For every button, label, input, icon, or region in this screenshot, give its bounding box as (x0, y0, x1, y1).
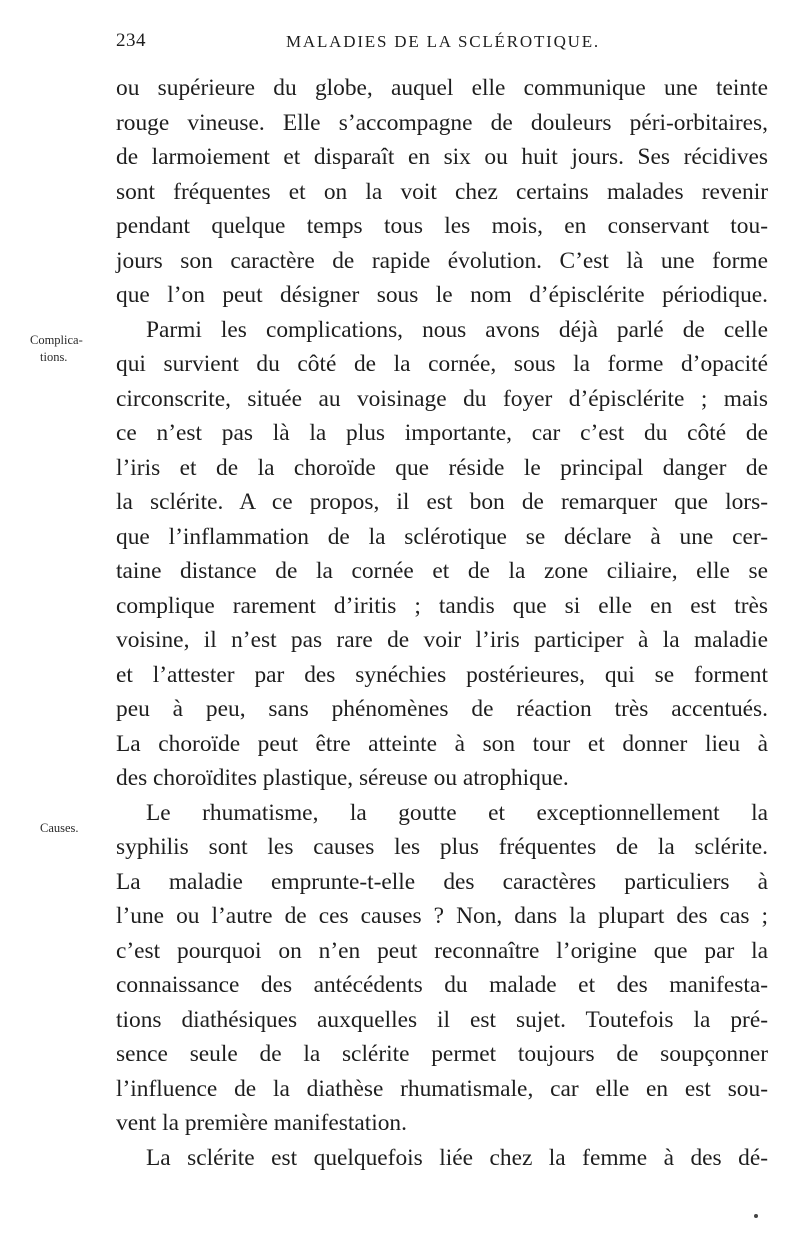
text-line: vent la première manifestation. (116, 1110, 407, 1136)
text-line: circonscrite, située au voisinage du foyer d’épisclérite ; mais (116, 385, 768, 412)
text-line: que l’inflammation de la sclérotique se déclare à une cer- (116, 523, 768, 550)
margin-note-line: Complica- (30, 333, 83, 347)
text-line: jours son caractère de rapide évolution. C’est là une forme (116, 247, 768, 274)
text-line: rouge vineuse. Elle s’accompagne de douleurs péri-orbitaires, (116, 109, 768, 136)
text-line: La choroïde peut être atteinte à son tour et donner lieu à (116, 730, 768, 757)
text-line: sont fréquentes et on la voit chez certains malades revenir (116, 178, 768, 205)
text-line: l’influence de la diathèse rhumatismale, car elle en est sou- (116, 1075, 768, 1102)
margin-note-causes: Causes. (40, 821, 79, 835)
text-line: des choroïdites plastique, séreuse ou atrophique. (116, 765, 569, 791)
page-number: 234 (116, 30, 146, 51)
margin-note-complications (30, 332, 110, 366)
body-text (116, 71, 768, 1175)
text-line: que l’on peut désigner sous le nom d’épisclérite périodique. (116, 282, 768, 308)
text-line: complique rarement d’iritis ; tandis que si elle en est très (116, 592, 768, 619)
text-line: ou supérieure du globe, auquel elle communique une teinte (116, 75, 768, 101)
text-line: peu à peu, sans phénomènes de réaction très accentués. (116, 696, 768, 722)
text-line: taine distance de la cornée et de la zone ciliaire, elle se (116, 558, 768, 584)
text-line: la sclérite. A ce propos, il est bon de remarquer que lors- (116, 489, 768, 515)
page-header (116, 30, 768, 56)
ink-speck (754, 1214, 758, 1218)
running-head: MALADIES DE LA SCLÉROTIQUE. (286, 32, 600, 51)
text-line: tions diathésiques auxquelles il est sujet. Toutefois la pré- (116, 1006, 768, 1033)
text-line: connaissance des antécédents du malade et des manifesta- (116, 972, 768, 998)
paragraph-start-line: La sclérite est quelquefois liée chez la femme à des dé- (146, 1144, 768, 1171)
text-line: et l’attester par des synéchies postérieures, qui se forment (116, 661, 768, 688)
margin-note-line: tions. (40, 350, 68, 364)
text-line: La maladie emprunte-t-elle des caractères particuliers à (116, 868, 768, 895)
text-line: qui survient du côté de la cornée, sous la forme d’opacité (116, 351, 768, 377)
text-line: de larmoiement et disparaît en six ou huit jours. Ses récidives (116, 144, 768, 170)
text-line: sence seule de la sclérite permet toujours de soupçonner (116, 1041, 768, 1067)
text-line: pendant quelque temps tous les mois, en conservant tou- (116, 213, 768, 239)
text-line: l’iris et de la choroïde que réside le principal danger de (116, 454, 768, 481)
text-line: syphilis sont les causes les plus fréquentes de la sclérite. (116, 834, 768, 860)
text-line: ce n’est pas là la plus importante, car c’est du côté de (116, 420, 768, 446)
text-line: c’est pourquoi on n’en peut reconnaître l’origine que par la (116, 937, 768, 964)
text-line: voisine, il n’est pas rare de voir l’iris participer à la maladie (116, 627, 768, 653)
text-line: l’une ou l’autre de ces causes ? Non, dans la plupart des cas ; (116, 903, 768, 929)
paragraph-start-line: Parmi les complications, nous avons déjà parlé de celle (146, 316, 768, 343)
paragraph-start-line: Le rhumatisme, la goutte et exceptionnellement la (146, 799, 768, 826)
